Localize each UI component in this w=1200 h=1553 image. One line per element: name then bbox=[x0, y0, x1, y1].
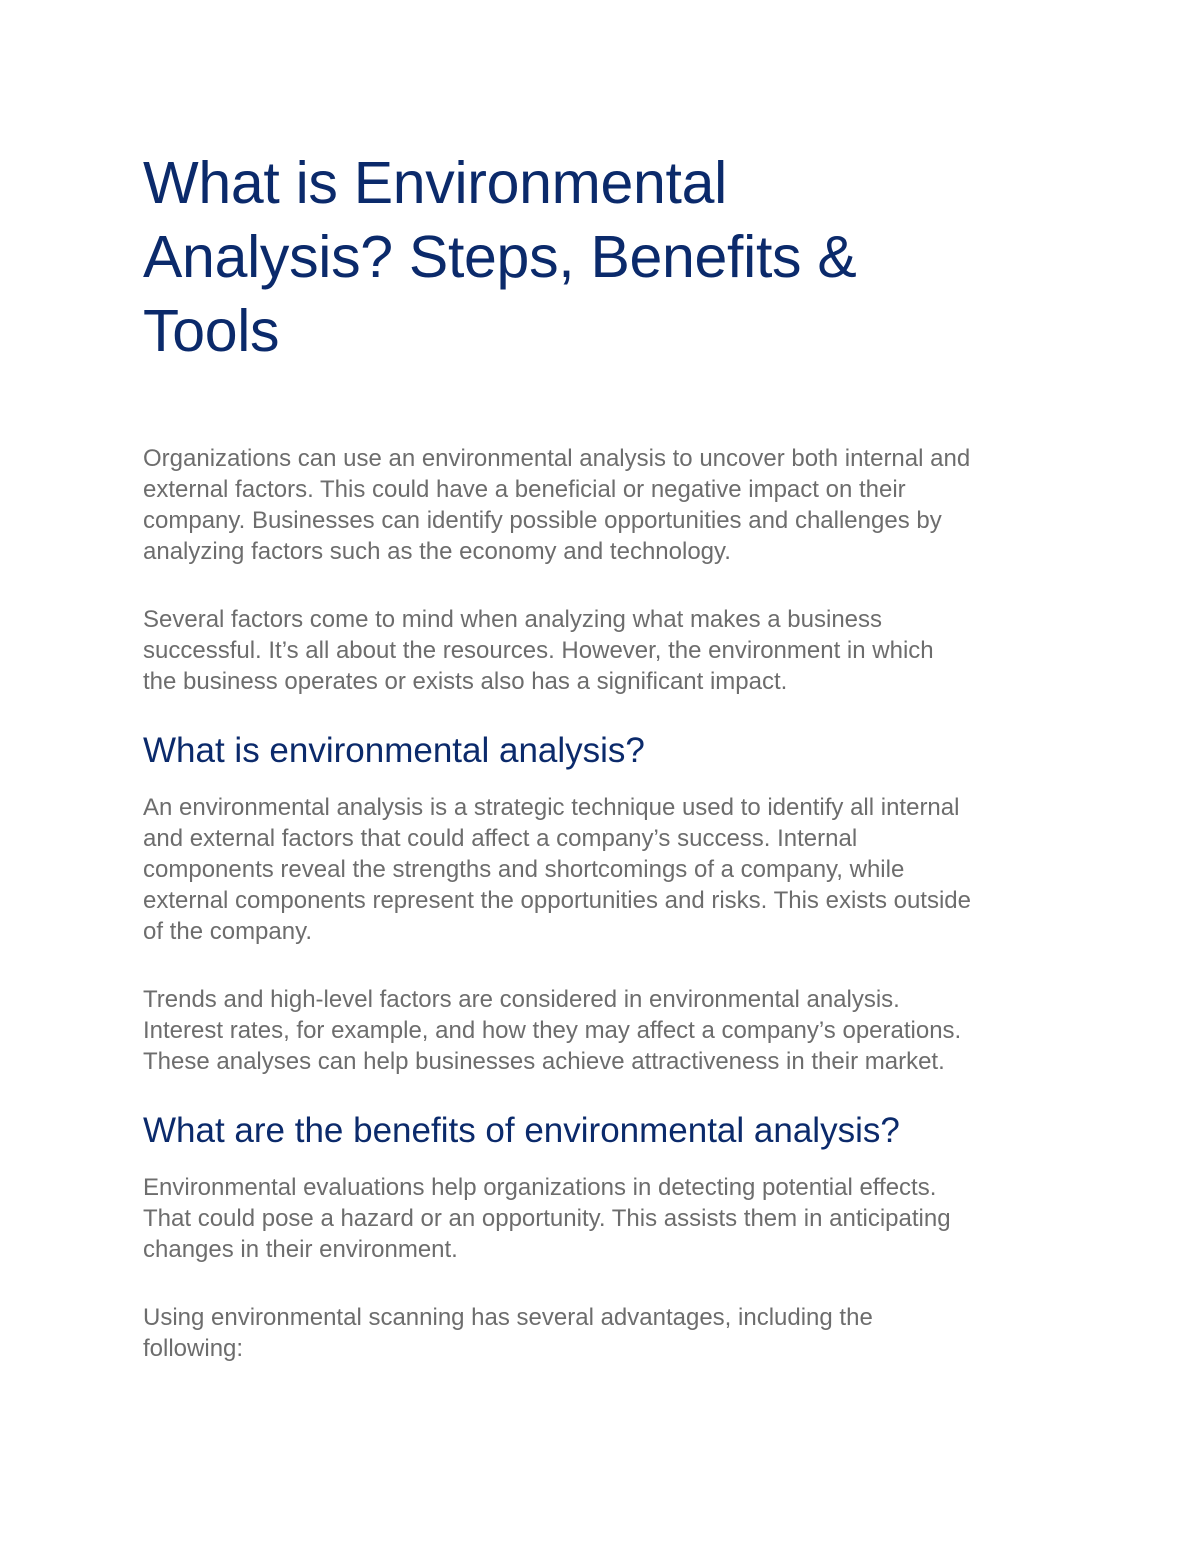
intro-paragraph-2: Several factors come to mind when analyzing what makes a business successful. It’s all about the resources. However, the environment in which the business operates or exists also has a significant impact. bbox=[143, 606, 934, 695]
document-content bbox=[143, 146, 1073, 1364]
section-1-paragraph-1: An environmental analysis is a strategic technique used to identify all internal and external factors that could affect a company’s success. Internal components reveal the strengths and shortcomings of a company, while external components represent the opportunities and risks. This exists outside of the company. bbox=[143, 794, 971, 945]
section-2-paragraph-1: Environmental evaluations help organizations in detecting potential effects. That could pose a hazard or an opportunity. This assists them in anticipating changes in their environment. bbox=[143, 1174, 951, 1263]
document-title: What is Environmental Analysis? Steps, Benefits & Tools bbox=[143, 150, 857, 364]
intro-paragraph-1: Organizations can use an environmental analysis to uncover both internal and external factors. This could have a beneficial or negative impact on their company. Businesses can identify possible opportunities and challenges by analyzing factors such as the economy and technology. bbox=[143, 445, 971, 565]
section-1-paragraph-2: Trends and high-level factors are considered in environmental analysis. Interest rates, for example, and how they may affect a company’s operations. These analyses can help businesses achieve attractiveness in their market. bbox=[143, 986, 962, 1075]
section-2-paragraph-2: Using environmental scanning has several advantages, including the following: bbox=[143, 1304, 873, 1362]
section-heading-what-is: What is environmental analysis? bbox=[143, 731, 645, 770]
section-heading-benefits: What are the benefits of environmental analysis? bbox=[143, 1111, 900, 1150]
